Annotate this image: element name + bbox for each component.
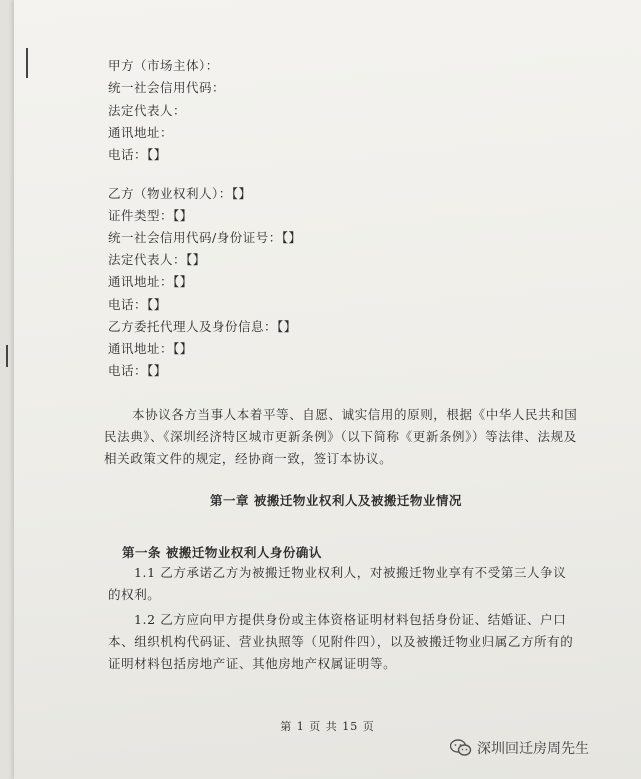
watermark bbox=[450, 738, 589, 758]
wechat-icon bbox=[450, 739, 472, 757]
party-b-phone2: 电话：【】 bbox=[108, 363, 167, 378]
page-edge-mark-bottom bbox=[6, 345, 8, 367]
document-page bbox=[14, 0, 641, 779]
party-a-address: 通讯地址： bbox=[108, 125, 174, 140]
party-b-address2: 通讯地址：【】 bbox=[108, 341, 193, 356]
page-footer: 第 1 页 共 15 页 bbox=[280, 720, 375, 733]
watermark-text: 深圳回迁房周先生 bbox=[477, 741, 589, 757]
party-a-heading: 甲方（市场主体）： bbox=[108, 58, 219, 73]
page-edge-mark-top bbox=[26, 48, 28, 78]
article-title: 第一条 被搬迁物业权利人身份确认 bbox=[122, 545, 322, 560]
party-b-legal-rep: 法定代表人：【】 bbox=[108, 252, 206, 267]
clause-1-1: 1.1 乙方承诺乙方为被搬迁物业权利人，对被搬迁物业享有不受第三人争议的权利。 bbox=[108, 565, 567, 602]
party-b-credit-or-id: 统一社会信用代码/身份证号：【】 bbox=[108, 230, 302, 245]
party-b-heading: 乙方（物业权利人）：【】 bbox=[108, 186, 252, 201]
party-a-credit-code: 统一社会信用代码： bbox=[108, 80, 226, 95]
party-b-phone: 电话：【】 bbox=[108, 297, 167, 312]
party-b-address: 通讯地址：【】 bbox=[108, 274, 193, 289]
chapter-title: 第一章 被搬迁物业权利人及被搬迁物业情况 bbox=[210, 493, 462, 508]
party-a-legal-rep: 法定代表人： bbox=[108, 103, 187, 118]
preamble-paragraph: 本协议各方当事人本着平等、自愿、诚实信用的原则，根据《中华人民共和国民法典》、《深圳经济特区城市更新条例》（以下简称《更新条例》）等法律、法规及相关政策文件的规定，经协商一致，签订本协议。 bbox=[104, 407, 578, 466]
clause-1-2: 1.2 乙方应向甲方提供身份或主体资格证明材料包括身份证、结婚证、户口本、组织机构代码证、营业执照等（见附件四），以及被搬迁物业归属乙方所有的证明材料包括房地产证、其他房地产权属证明等。 bbox=[108, 612, 574, 671]
party-a-phone: 电话：【】 bbox=[108, 147, 167, 162]
party-b-agent: 乙方委托代理人及身份信息：【】 bbox=[108, 319, 297, 334]
party-b-id-type: 证件类型：【】 bbox=[108, 208, 193, 223]
